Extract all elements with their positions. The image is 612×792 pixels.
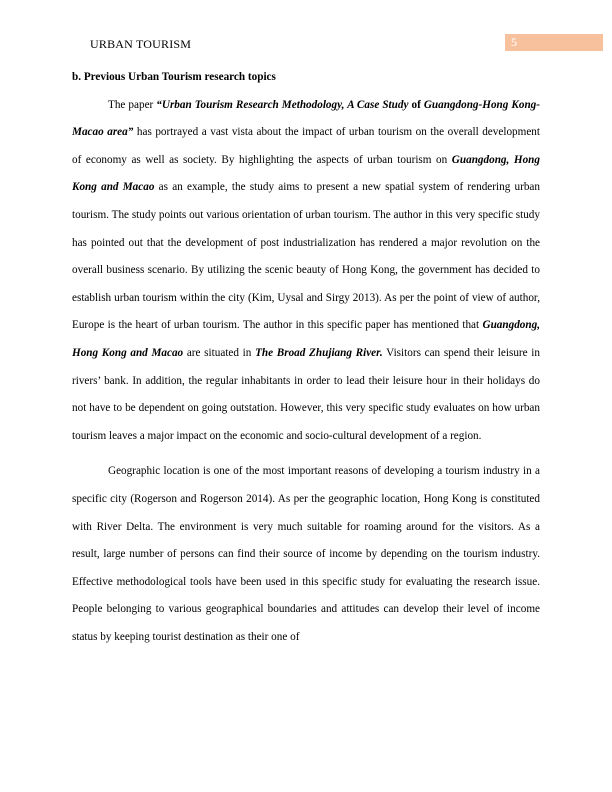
p1-river: The Broad Zhujiang River. <box>255 346 383 359</box>
p1-text-1: The paper <box>108 98 157 111</box>
p1-of: of <box>408 98 424 111</box>
running-header-title: URBAN TOURISM <box>90 37 192 51</box>
p1-text-4: are situated in <box>183 346 256 359</box>
p1-region-2: Guangdong, Hong Kong and Macao <box>72 319 540 359</box>
p1-paper-title: “Urban Tourism Research Methodology, A Case Study <box>156 98 409 111</box>
p1-text-3: as an example, the study aims to present a new spatial system of rendering urban tourism. The study points out various orientation of urban tourism. The author in this very specific study has pointed out that the development of post industrialization has rendered a major revolution on the overall business scenario. By utilizing the scenic beauty of Hong Kong, the government has decided to establish urban tourism within the city (Kim, Uysal and Sirgy 2013). As per the point of view of author, Europe is the heart of urban tourism. The author in this specific paper has mentioned that <box>72 181 540 332</box>
page-number-box <box>505 34 603 51</box>
paragraph-2: Geographic location is one of the most important reasons of developing a tourism industry in a specific city (Rogerson and Rogerson 2014). As per the geographic location, Hong Kong is constituted with River Delta. The environment is very much suitable for roaming around for the visitors. As a result, large number of persons can find their source of income by depending on the tourism industry. Effective methodological tools have been used in this specific study for evaluating the research issue. People belonging to various geographical boundaries and attitudes can develop their level of income status by keeping tourist destination as their one of <box>72 465 540 643</box>
p1-region-1: Guangdong, Hong Kong and Macao <box>72 153 540 194</box>
page-number: 5 <box>511 35 517 49</box>
document-body <box>72 64 540 651</box>
p1-paper-title-area: Guangdong-Hong Kong-Macao area” <box>72 98 540 139</box>
p1-text-5: Visitors can spend their leisure in rivers’ bank. In addition, the regular inhabitants in order to lead their leisure hour in their holidays do not have to be dependent on going outstation. However, this very specific study evaluates on how urban tourism leaves a major impact on the economic and socio-cultural development of a region. <box>72 346 541 442</box>
p1-text-2: has portrayed a vast vista about the impact of urban tourism on the overall development of economy as well as society. By highlighting the aspects of urban tourism on <box>72 126 540 166</box>
paragraph-1 <box>72 92 540 451</box>
section-heading: b. Previous Urban Tourism research topics <box>72 71 276 83</box>
